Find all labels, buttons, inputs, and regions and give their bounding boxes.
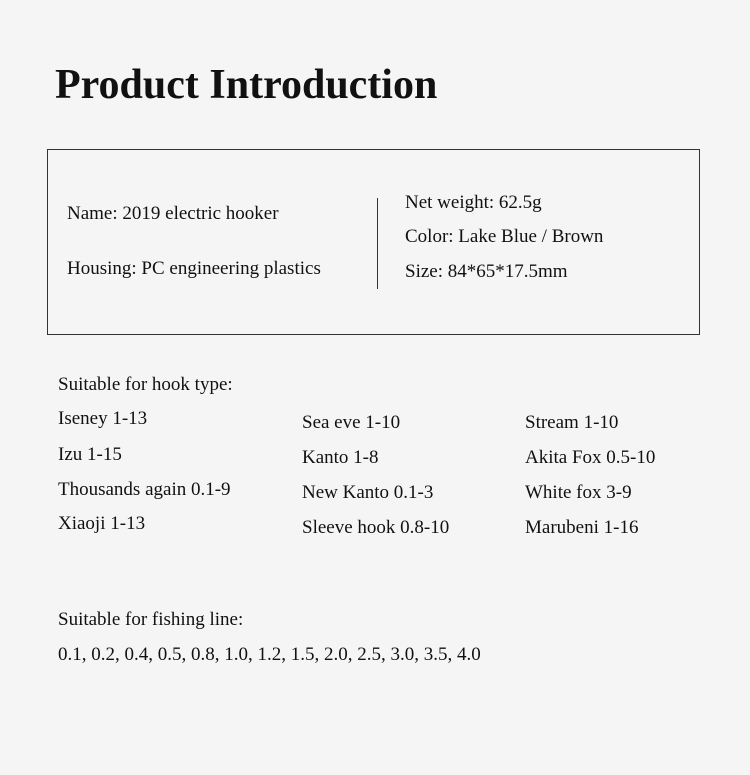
spec-color: Color: Lake Blue / Brown [405,226,604,247]
spec-housing: Housing: PC engineering plastics [67,258,321,279]
spec-net-weight: Net weight: 62.5g [405,192,542,213]
hook-item: New Kanto 0.1-3 [302,482,434,503]
hook-item: Sleeve hook 0.8-10 [302,517,450,538]
spec-divider [377,198,378,289]
hook-type-heading: Suitable for hook type: [58,374,233,395]
hook-item: Sea eve 1-10 [302,412,401,433]
hook-item: Iseney 1-13 [58,408,148,429]
hook-item: Akita Fox 0.5-10 [525,447,656,468]
hook-item: Stream 1-10 [525,412,619,433]
hook-item: Xiaoji 1-13 [58,513,146,534]
hook-item: Izu 1-15 [58,444,122,465]
hook-item: Kanto 1-8 [302,447,379,468]
fishing-line-values: 0.1, 0.2, 0.4, 0.5, 0.8, 1.0, 1.2, 1.5, 2.0, 2.5, 3.0, 3.5, 4.0 [58,644,481,665]
hook-item: Thousands again 0.1-9 [58,479,231,500]
spec-name: Name: 2019 electric hooker [67,203,279,224]
spec-size: Size: 84*65*17.5mm [405,261,568,282]
fishing-line-heading: Suitable for fishing line: [58,609,244,630]
page-title: Product Introduction [55,62,438,108]
hook-item: Marubeni 1-16 [525,517,639,538]
hook-item: White fox 3-9 [525,482,632,503]
